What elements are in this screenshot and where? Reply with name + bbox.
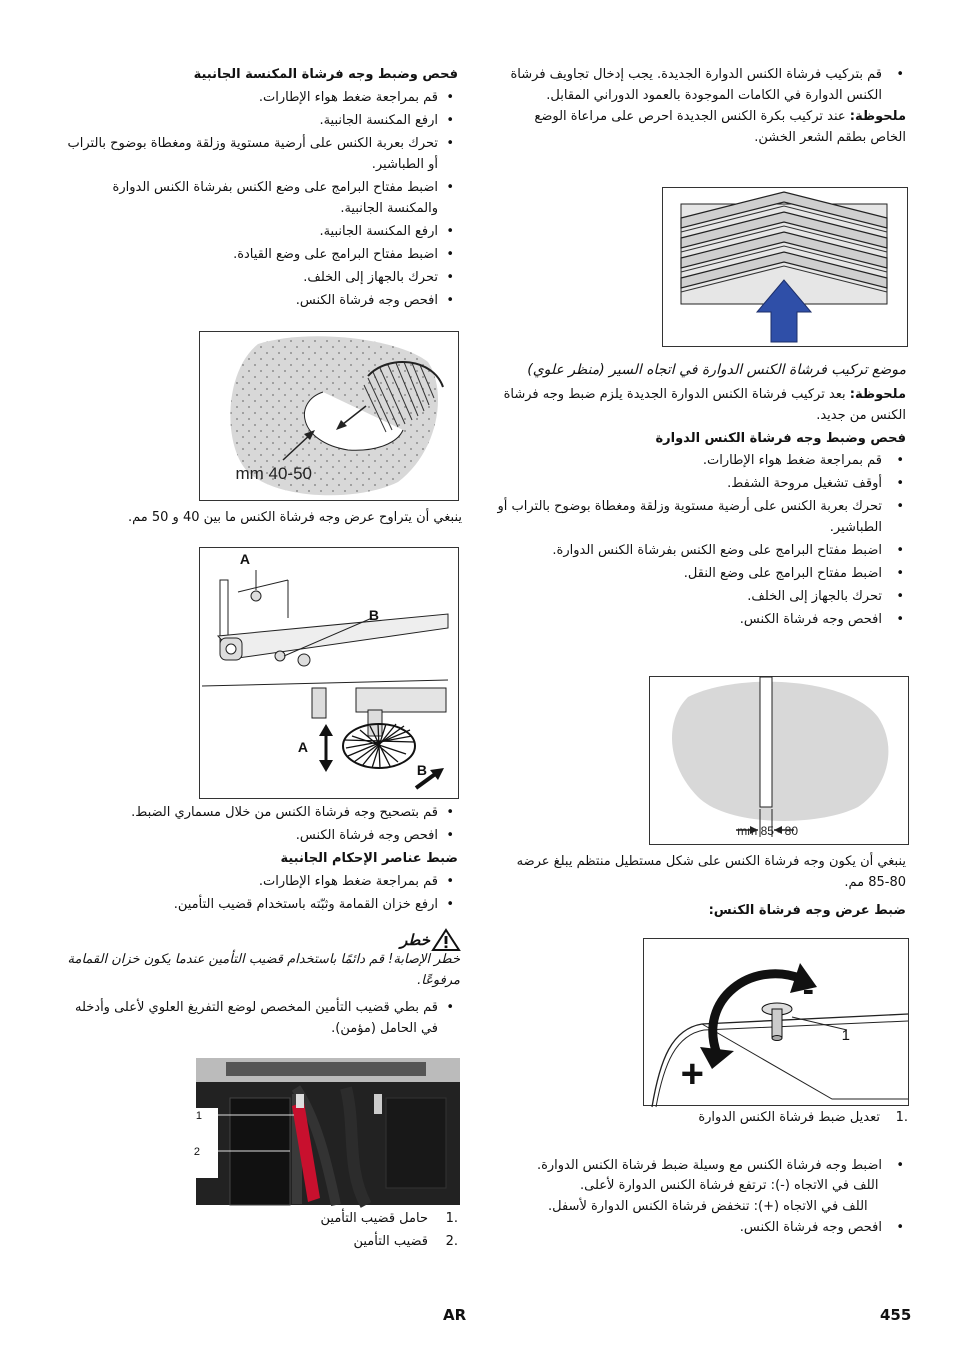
list-item: • تحرك بعربة الكنس على أرضية مستوية وزلقة ومغطاة بوضوح بالتراب أو الطباشير. xyxy=(496,496,912,538)
intro-bullet-list xyxy=(496,64,912,106)
side-broom-patch-figure xyxy=(199,331,459,501)
list-item: • قم بتصحيح وجه فرشاة الكنس من خلال مسماري الضبط. xyxy=(60,802,462,823)
brush-chevron-diagram xyxy=(661,188,907,348)
brush-patch-diagram xyxy=(648,677,908,846)
figure-legend xyxy=(196,1208,460,1254)
note-2 xyxy=(496,384,912,426)
bullet-list xyxy=(60,997,462,1039)
section-heading: فحص وضبط وجه فرشاة الكنس الدوارة xyxy=(655,431,906,446)
list-item: • قم بمراجعة ضغط هواء الإطارات. xyxy=(60,87,462,108)
list-item: • اضبط مفتاح البرامج على وضع النقل. xyxy=(496,563,912,584)
measurement-label: 40-50 mm xyxy=(235,464,312,483)
side-broom-diagram xyxy=(198,332,458,502)
adjusting-screws-figure xyxy=(199,547,459,799)
list-item: • قم بتركيب فرشاة الكنس الدوارة الجديدة. يجب إدخال تجاويف فرشاة الكنس الدوارة في الكامات الموجودة بالعمود الدوراني المقابل. xyxy=(496,64,912,106)
left-column xyxy=(60,64,462,311)
note-label: ملحوظة: xyxy=(849,387,906,402)
legend-text: تعديل ضبط فرشاة الكنس الدوارة xyxy=(698,1110,880,1125)
note-1 xyxy=(496,106,912,148)
instruction-line: اللف في الاتجاه (+): تنخفض فرشاة الكنس الدوارة لأسفل. xyxy=(548,1199,868,1214)
brush-position-figure xyxy=(662,187,908,347)
label-b-top: B xyxy=(368,607,379,623)
safety-bar-photo-drawing xyxy=(193,1058,460,1205)
list-item: • اضبط مفتاح البرامج على وضع الكنس بفرشاة الكنس الدوارة. xyxy=(496,540,912,561)
list-item: • قم بمراجعة ضغط هواء الإطارات. xyxy=(496,450,912,471)
right-column-bottom xyxy=(496,1107,912,1238)
legend-number: 1. xyxy=(895,1110,908,1125)
safety-bar-photo xyxy=(193,1058,460,1205)
callout-2: 2 xyxy=(193,1146,200,1158)
list-item: • ارفع المكنسة الجانبية. xyxy=(60,221,462,242)
list-item: • قم بمراجعة ضغط هواء الإطارات. xyxy=(60,871,462,892)
label-a-top: A xyxy=(239,551,250,567)
list-item: • افحص وجه فرشاة الكنس. xyxy=(60,825,462,846)
list-item: • تحرك بعربة الكنس على أرضية مستوية وزلقة ومغطاة بوضوح بالتراب أو الطباشير. xyxy=(60,133,462,175)
note-text: عند تركيب بكرة الكنس الجديدة احرص على مراعاة الوضع الخاص بطقم الشعر الخشن. xyxy=(534,109,906,145)
plus-label: + xyxy=(680,1052,704,1096)
bullet-list xyxy=(496,1217,912,1238)
list-item: • قم بطي قضيب التأمين المخصص لوضع التفريغ العلوي لأعلى وأدخله في الحامل (مؤمن). xyxy=(60,997,462,1039)
left-column-caption xyxy=(60,507,462,528)
measurement-label: 80 - 85 mm xyxy=(737,824,798,838)
list-item: • اضبط مفتاح البرامج على وضع الكنس بفرشاة الكنس الدوارة والمكنسة الجانبية. xyxy=(60,177,462,219)
danger-notice xyxy=(60,929,462,991)
label-b-bottom: B xyxy=(416,762,427,778)
list-item: • ارفع المكنسة الجانبية. xyxy=(60,110,462,131)
adjustment-knob-diagram xyxy=(642,939,908,1107)
right-column-middle xyxy=(496,356,912,630)
page-number: 455 xyxy=(880,1306,912,1324)
list-item: • تحرك بالجهاز إلى الخلف. xyxy=(60,267,462,288)
list-item: • تحرك بالجهاز إلى الخلف. xyxy=(496,586,912,607)
danger-heading xyxy=(60,929,460,951)
adjusting-screws-diagram xyxy=(198,548,458,800)
figure-caption: ينبغي أن يتراوح عرض وجه فرشاة الكنس ما بين 40 و 50 مم. xyxy=(127,510,462,525)
danger-text: خطر الإصابة! قم دائمًا باستخدام قضيب التأمين عندما يكون خزان القمامة مرفوعًا. xyxy=(67,952,460,988)
legend-number: 2. xyxy=(445,1234,458,1249)
figure-caption: موضع تركيب فرشاة الكنس الدوارة في اتجاه السير (منظر علوي) xyxy=(527,362,906,378)
list-item: • اضبط مفتاح البرامج على وضع القيادة. xyxy=(60,244,462,265)
callout-1: 1 xyxy=(195,1110,202,1122)
section-heading: ضبط عناصر الإحكام الجانبية xyxy=(280,851,458,866)
section-heading: فحص وضبط وجه فرشاة المكنسة الجانبية xyxy=(193,67,458,82)
bullet-list xyxy=(496,450,912,630)
bullet-list xyxy=(496,1155,912,1176)
list-item: • اضبط وجه فرشاة الكنس مع وسيلة ضبط فرشاة الكنس الدوارة. xyxy=(496,1155,912,1176)
section-heading: ضبط عرض وجه فرشاة الكنس: xyxy=(708,903,906,918)
left-column-lower xyxy=(60,802,462,1039)
list-item: • افحص وجه فرشاة الكنس. xyxy=(496,609,912,630)
language-code: AR xyxy=(443,1306,467,1324)
instruction-line: اللف في الاتجاه (-): ترتفع فرشاة الكنس الدوارة لأعلى. xyxy=(580,1178,879,1193)
list-item: • افحص وجه فرشاة الكنس. xyxy=(496,1217,912,1238)
up-arrow-icon xyxy=(319,724,333,736)
label-a-bottom: A xyxy=(297,739,308,755)
callout-1: 1 xyxy=(841,1027,850,1044)
warning-triangle-icon xyxy=(432,929,460,951)
bullet-list xyxy=(60,802,462,846)
legend-text: حامل قضيب التأمين xyxy=(320,1211,428,1226)
bullet-list xyxy=(60,87,462,311)
legend-row xyxy=(196,1208,460,1231)
figure-caption: ينبغي أن يكون وجه فرشاة الكنس على شكل مستطيل منتظم يبلغ عرضه 80-85 مم. xyxy=(516,854,906,890)
figure-legend-row xyxy=(496,1107,912,1128)
legend-row xyxy=(196,1231,460,1254)
list-item: • افحص وجه فرشاة الكنس. xyxy=(60,290,462,311)
list-item: • ارفع خزان القمامة وثبّته باستخدام قضيب التأمين. xyxy=(60,894,462,915)
brush-adjustment-figure xyxy=(643,938,909,1106)
down-arrow-icon xyxy=(319,760,333,772)
bullet-list xyxy=(60,871,462,915)
danger-label: خطر xyxy=(400,930,430,949)
minus-label: - xyxy=(802,971,814,1009)
main-brush-patch-figure xyxy=(649,676,909,845)
list-item: • أوقف تشغيل مروحة الشفط. xyxy=(496,473,912,494)
legend-number: 1. xyxy=(445,1211,458,1226)
note-text: بعد تركيب فرشاة الكنس الدوارة الجديدة يلزم ضبط وجه فرشاة الكنس من جديد. xyxy=(503,387,906,423)
right-column xyxy=(496,64,912,148)
legend-text: قضيب التأمين xyxy=(353,1234,428,1249)
note-label: ملحوظة: xyxy=(849,109,906,124)
right-column-lower xyxy=(496,851,912,921)
